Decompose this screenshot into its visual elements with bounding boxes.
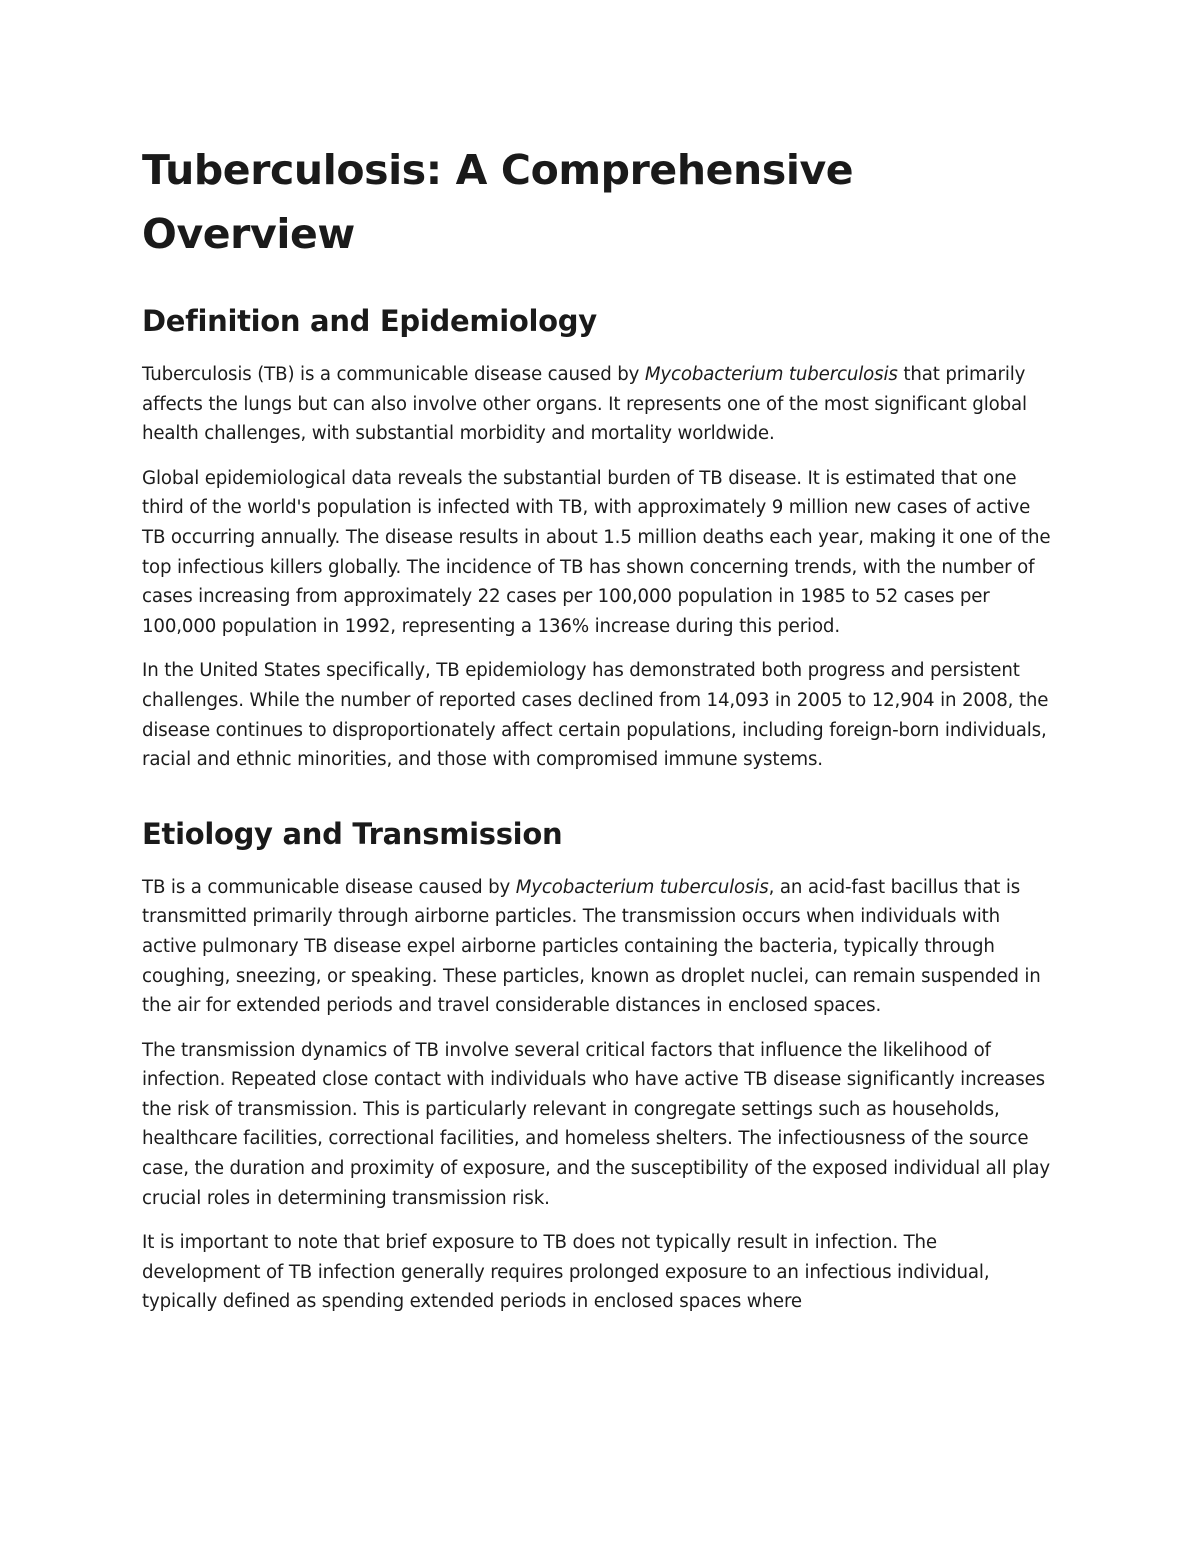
paragraph: It is important to note that brief exposure to TB does not typically result in infection. The development of TB infection generally requires prolonged exposure to an infectious individual, typically defined as spending extended periods in enclosed spaces where <box>142 1232 990 1313</box>
paragraph-text: , an acid-fast bacillus that is transmitted primarily through airborne particles. The transmission occurs when individuals with active pulmonary TB disease expel airborne particles containing the bacteria, typically through coughing, sneezing, or speaking. These particles, known as droplet nuclei, can remain suspended in the air for extended periods and travel considerable distances in enclosed spaces. <box>142 876 1041 1017</box>
paragraph <box>142 873 1058 1021</box>
paragraph-text: TB is a communicable disease caused by <box>142 876 516 898</box>
paragraph-text: Tuberculosis (TB) is a communicable disease caused by <box>142 364 645 385</box>
paragraph-text: that primarily affects the lungs but can also involve other organs. It represents one of the most significant global health challenges, with substantial morbidity and mortality worldwide. <box>142 364 1027 445</box>
paragraph: In the United States specifically, TB epidemiology has demonstrated both progress and persistent challenges. While the number of reported cases declined from 14,093 in 2005 to 12,904 in 2008, the disease continues to disproportionately affect certain populations, including foreign-born individuals, racial and ethnic minorities, and those with compromised immune systems. <box>142 660 1049 771</box>
section-heading-etiology: Etiology and Transmission <box>142 816 563 851</box>
document-title: Tuberculosis: A Comprehensive Overview <box>142 146 854 258</box>
section-heading-definition: Definition and Epidemiology <box>142 304 597 338</box>
paragraph: Global epidemiological data reveals the substantial burden of TB disease. It is estimated that one third of the world's population is infected with TB, with approximately 9 million new cases of active TB occurring annually. The disease results in about 1.5 million deaths each year, making it one of the top infectious killers globally. The incidence of TB has shown concerning trends, with the number of cases increasing from approximately 22 cases per 100,000 population in 1985 to 52 cases per 100,000 population in 1992, representing a 136% increase during this period. <box>142 467 1051 637</box>
italic-term: Mycobacterium tuberculosis <box>644 364 898 385</box>
italic-term: Mycobacterium tuberculosis <box>515 876 769 898</box>
document-page <box>142 138 1058 1332</box>
paragraph <box>142 360 1058 449</box>
paragraph: The transmission dynamics of TB involve several critical factors that influence the likelihood of infection. Repeated close contact with individuals who have active TB disease significantly increases the risk of transmission. This is particularly relevant in congregate settings such as households, healthcare facilities, correctional facilities, and homeless shelters. The infectiousness of the source case, the duration and proximity of exposure, and the susceptibility of the exposed individual all play crucial roles in determining transmission risk. <box>142 1039 1050 1209</box>
